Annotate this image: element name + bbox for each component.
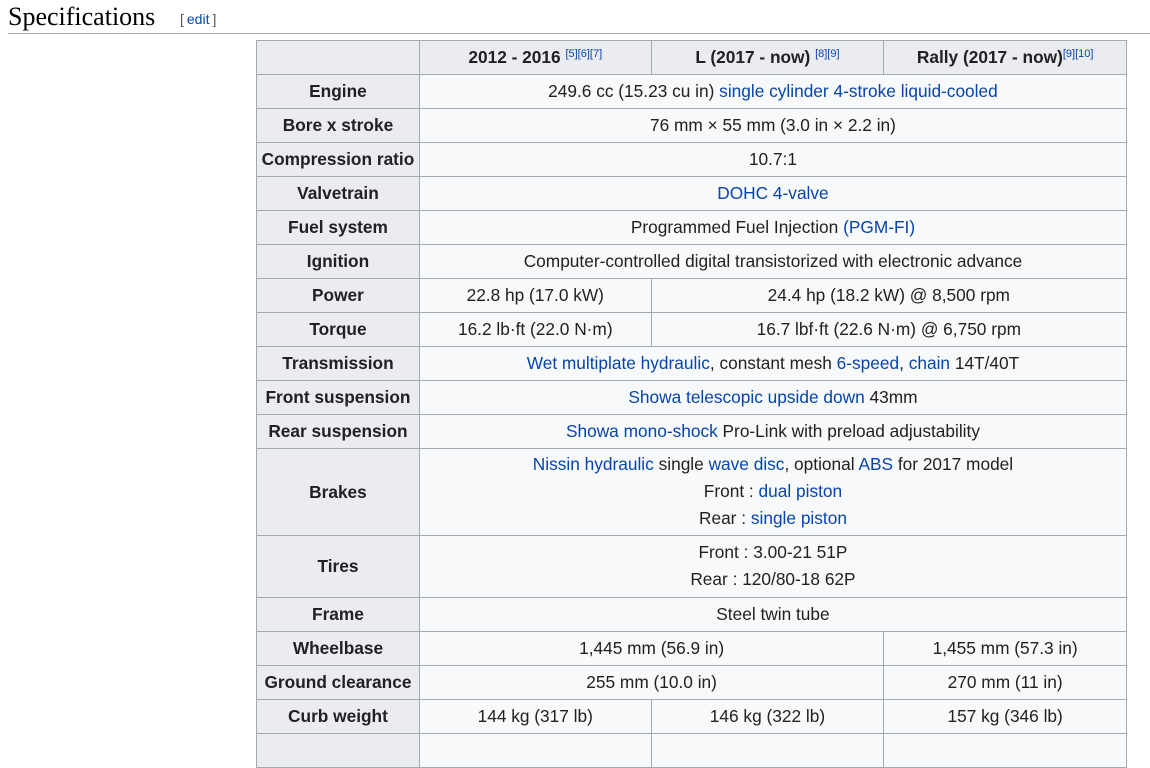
row-label: Curb weight [257,700,420,734]
column-header-l [651,41,884,75]
row-label: Front suspension [257,381,420,415]
row-label: Fuel system [257,211,420,245]
cell-text: Pro-Link with preload adjustability [717,421,980,441]
showa-telescopic-link[interactable]: Showa telescopic upside down [628,387,865,407]
cell-power-2012: 22.8 hp (17.0 kW) [419,279,651,313]
nissin-hydraulic-link[interactable]: Nissin hydraulic [532,454,654,474]
cell-ground-rally: 270 mm (11 in) [884,666,1127,700]
edit-section [180,11,216,27]
row-label: Engine [257,75,420,109]
cell-transmission [419,347,1126,381]
row-bore-stroke [257,109,1127,143]
row-power [257,279,1127,313]
column-label: L (2017 - now) [695,47,811,67]
column-header-2012-2016 [419,41,651,75]
row-tires [257,536,1127,598]
engine-link[interactable]: single cylinder 4-stroke liquid-cooled [719,81,998,101]
brakes-line-1 [424,451,1122,478]
cell-wheelbase-2012-l: 1,445 mm (56.9 in) [419,632,883,666]
pgm-fi-link[interactable]: (PGM-FI) [843,217,916,237]
cell-bore-stroke: 76 mm × 55 mm (3.0 in × 2.2 in) [419,109,1126,143]
row-engine [257,75,1127,109]
cell-frame: Steel twin tube [419,598,1126,632]
row-label: Torque [257,313,420,347]
row-label: Valvetrain [257,177,420,211]
column-refs[interactable]: [5][6][7] [565,48,603,60]
cell-curb-rally: 157 kg (346 lb) [884,700,1127,734]
row-torque [257,313,1127,347]
edit-bracket-close: ] [212,11,217,27]
column-label: Rally (2017 - now) [916,47,1063,67]
row-label: Transmission [257,347,420,381]
wave-disc-link[interactable]: wave disc [708,454,785,474]
cell-rear-suspension [419,415,1126,449]
chain-link[interactable]: chain [908,353,951,373]
row-frame [257,598,1127,632]
header-row [257,41,1127,75]
cell-text: Programmed Fuel Injection [630,217,844,237]
abs-link[interactable]: ABS [858,454,894,474]
cell-text: 43mm [864,387,918,407]
section-heading [8,0,1150,34]
tires-front: Front : 3.00-21 51P [698,542,848,562]
specifications-table [256,40,1127,768]
cell-text: single [653,454,709,474]
cell-text: Front : [703,481,759,501]
cell-text: , optional [784,454,859,474]
row-ground-clearance [257,666,1127,700]
column-label: 2012 - 2016 [468,47,561,67]
cell-torque-2017: 16.7 lbf·ft (22.6 N·m) @ 6,750 rpm [651,313,1126,347]
row-fuel-system [257,211,1127,245]
cell-text: for 2017 model [893,454,1014,474]
cell-engine [419,75,1126,109]
cell-curb-l: 146 kg (322 lb) [651,700,884,734]
row-valvetrain [257,177,1127,211]
showa-mono-shock-link[interactable]: Showa mono-shock [565,421,718,441]
cell-text: , constant mesh [709,353,837,373]
cell-text: , [899,353,909,373]
edit-link[interactable]: edit [186,11,210,27]
cell-torque-2012: 16.2 lb·ft (22.0 N·m) [419,313,651,347]
cell-partial [651,734,884,768]
six-speed-link[interactable]: 6-speed [836,353,900,373]
dual-piston-link[interactable]: dual piston [758,481,843,501]
row-ignition [257,245,1127,279]
row-rear-suspension [257,415,1127,449]
tires-rear: Rear : 120/80-18 62P [690,569,856,589]
wet-multiplate-link[interactable]: Wet multiplate hydraulic [526,353,710,373]
row-compression [257,143,1127,177]
brakes-line-3 [424,505,1122,532]
row-transmission [257,347,1127,381]
cell-compression: 10.7:1 [419,143,1126,177]
edit-bracket-open: [ [180,11,184,27]
row-label: Ground clearance [257,666,420,700]
cell-power-2017: 24.4 hp (18.2 kW) @ 8,500 rpm [651,279,1126,313]
row-curb-weight [257,700,1127,734]
cell-text: Rear : [698,508,751,528]
row-label: Tires [257,536,420,598]
row-label: Brakes [257,449,420,536]
cell-tires [419,536,1126,598]
cell-text: 14T/40T [950,353,1020,373]
cell-wheelbase-rally: 1,455 mm (57.3 in) [884,632,1127,666]
row-label: Bore x stroke [257,109,420,143]
valvetrain-link[interactable]: DOHC 4-valve [717,183,829,203]
section-title: Specifications [8,2,156,31]
row-label: Rear suspension [257,415,420,449]
row-front-suspension [257,381,1127,415]
column-header-rally [884,41,1127,75]
row-label [257,734,420,768]
column-refs[interactable]: [9][10] [1062,48,1094,60]
cell-curb-2012: 144 kg (317 lb) [419,700,651,734]
row-brakes [257,449,1127,536]
row-label: Compression ratio [257,143,420,177]
row-label: Power [257,279,420,313]
single-piston-link[interactable]: single piston [750,508,847,528]
cell-fuel-system [419,211,1126,245]
cell-text: 249.6 cc (15.23 cu in) [548,81,720,101]
header-corner [257,41,420,75]
row-label: Wheelbase [257,632,420,666]
row-wheelbase [257,632,1127,666]
column-refs[interactable]: [8][9] [815,48,840,60]
cell-ground-2012-l: 255 mm (10.0 in) [419,666,883,700]
cell-brakes [419,449,1126,536]
cell-front-suspension [419,381,1126,415]
row-partial [257,734,1127,768]
cell-ignition: Computer-controlled digital transistorized with electronic advance [419,245,1126,279]
cell-partial [884,734,1127,768]
cell-partial [419,734,651,768]
row-label: Ignition [257,245,420,279]
row-label: Frame [257,598,420,632]
cell-valvetrain [419,177,1126,211]
brakes-line-2 [424,478,1122,505]
